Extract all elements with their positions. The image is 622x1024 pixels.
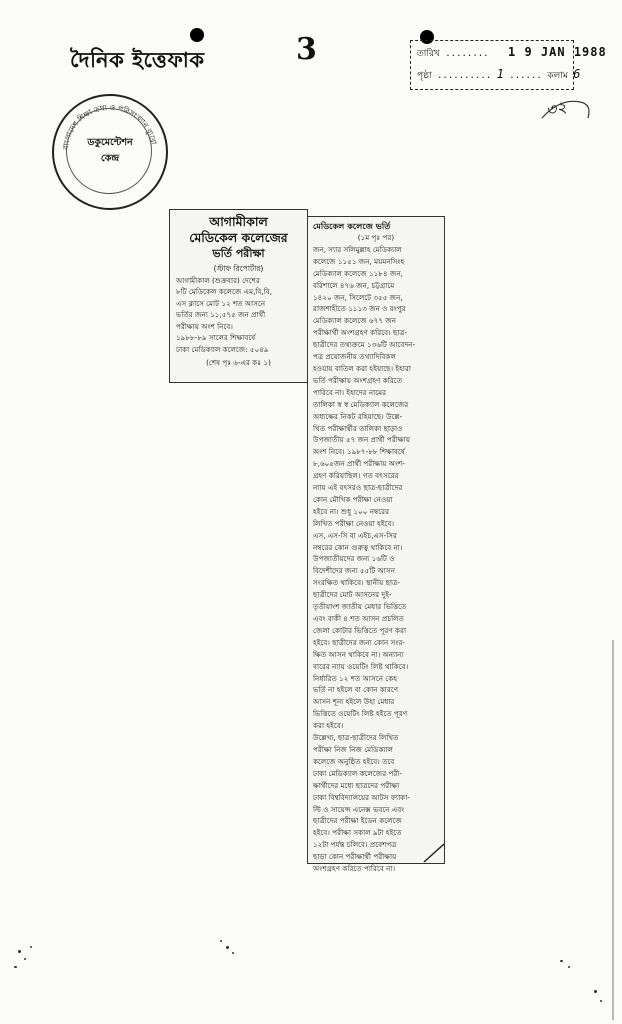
body-line: হওয়ায় বাতিল করা হইয়াছে। ইহারা [313,363,411,373]
body-line: মেডিক্যাল কলেজে ৬৭৭ জন [313,316,396,326]
body-line: ঢাকা মেডিক্যাল কলেজে: ৫০৪৯ [176,344,269,354]
body-line: ৮,৬০৫জন প্রার্থী পরীক্ষায় অংশ- [313,459,405,469]
page-value: 1 [496,67,504,81]
body-line: অধ্যক্ষের নিকট রহিয়াছে। উল্লে- [313,411,403,421]
body-line: পরীক্ষার্থী অংশগ্রহণ করিবে। ছাত্র- [313,328,408,338]
body-line: ভিত্তিতে ওয়েটিং লিষ্ট হইতে পূরণ [313,709,408,719]
body-line: আগামীকাল (শুক্রবার) দেশের [176,275,260,285]
body-line: আসন শূন্য হইলে উহা মেধার [313,697,395,707]
headline-line1: আগামীকাল [209,214,268,229]
date-label: তারিখ [417,49,440,59]
side-annotation: ৩২ [544,97,569,120]
punch-hole-left [190,28,204,42]
body-line: বারের ন্যায় ওয়েটিং লিষ্ট থাকিবে। [313,661,409,671]
body-line: ৮টি মেডিকেল কলেজে এম,বি,বি, [176,287,273,296]
column-value: 6 [573,67,581,81]
body-line: হইবে। ছাত্রীদের জন্য কোন সংর- [313,637,406,647]
body-line: জন, স্যার সলিমুল্লাহ মেডিক্যাল [313,244,402,254]
svg-text:বাংলাদেশ শিক্ষা তথ্য ও পরিসংখ্: বাংলাদেশ শিক্ষা তথ্য ও পরিসংখ্যান ব্যুরো [60,102,159,151]
body-line: তৃতীয়াংশ জাতীয় মেধার ভিত্তিতে [313,602,407,612]
body-line: ছাত্রীদের মোট আসনের দুই- [313,590,392,600]
continuation-body-1 [313,244,439,732]
body-line: গ্রহণ করিয়াছিল। গত বৎসরের [313,471,399,481]
body-line: তালিকা স্ব স্ব মেডিক্যাল কলেজের [313,399,409,409]
page-label: পৃষ্ঠা [417,71,432,81]
body-line: ক্ষার্থীদের মধ্যে ছাত্রদের পরীক্ষা [313,780,400,790]
body-line: লিখিত পরীক্ষা নেওয়া হইবে। [313,518,395,528]
body-line: জেলা কোটার ভিত্তিতে পূরণ করা [313,625,407,635]
body-line: ঢাকা বিশ্ববিদ্যালয়ের আটস ফ্যাকা- [313,792,410,802]
seal-center-line1: ডকুমেন্টেশন [87,137,133,148]
body-line: করা হইবে। [313,721,344,731]
byline: (স্টাফ রিপোর্টার) [213,264,264,273]
body-line: ছাত্রীদের তথ্যক্রমে ১৩৬টি আবেদন- [313,340,416,350]
body-line: ভর্তি না হইলে বা কোন কারণে [313,685,399,695]
body-line: ন্যায় এই বৎসরও ছাত্র-ছাত্রীদের [313,483,403,493]
clipping-continuation [307,216,445,874]
body-line: উপজাতীয়দের জন্য ১৬টি ও [313,554,395,564]
body-line: অংশগ্রহণ করিতে পারিবে না। [313,864,396,874]
body-line: ১২টা পর্যন্ত চলিবে। প্রবেশপত্র [313,840,397,850]
documentation-seal [52,94,168,210]
body-line: নির্ধারিত ১২ শত আসনে কেহ [313,673,398,683]
body-line: এস, এস-সি বা এইচ,এস-সির [313,530,397,540]
clipping-main [169,209,308,383]
continuation-sub: (১ম পৃঃ পর) [357,233,395,242]
headline-line3: ভর্তি পরীক্ষা [212,247,265,260]
body-line: সংরক্ষিত থাকিবে। স্থানীয় ছাত্র- [313,578,400,588]
body-line: ভর্তির জন্য ১১,৫৭৫ জন প্রার্থী [176,310,266,319]
date-stamp: তারিখ ........ 1 9 JAN 1988 পৃষ্ঠা .......... 1 ...... কলাম 6 [410,40,574,90]
body-line: নম্বরের কোন গুরুত্ব থাকিবে না। [313,542,403,552]
continuation-note: (শেষ পৃঃ ৬-এর কঃ ১) [206,358,271,367]
body-line: ছাড়া কোন পরীক্ষার্থী পরীক্ষায় [313,852,397,862]
body-line: ভর্তি পরীক্ষায় অংশগ্রহণ করিতে [313,375,403,385]
body-line: বরিশালে ৪৭৬ জন, চট্টগ্রামে [313,280,395,290]
body-line: কলেজে ১১৫১ জন, ময়মনসিংহ [313,256,405,266]
body-line: ল্টি ও সায়েন্স এনেক্স ভবনে এবং [313,804,405,814]
continuation-headline: মেডিকেল কলেজে ভর্তি [313,221,391,231]
body-line: মেডিক্যাল কলেজে ১১৮৪ জন, [313,268,403,278]
body-line: অংশ নিবে। ১৯৮৭-৮৮ শিক্ষাবর্ষে [313,447,405,457]
headline-line2: মেডিকেল কলেজের [189,230,288,245]
body-line: কোন মৌখিক পরীক্ষা নেওয়া [313,494,393,504]
body-line: এস ক্লাসে মোট ১২ শত আসনে [176,298,266,308]
body-line: পারিবে না। ইহাদের নামের [313,387,387,397]
body-line: রাজশাহীতে ১১১৩ জন ও রংপুর [313,304,406,314]
body-line: পত্র প্রয়োজনীয় তথ্যাদিবিকল [313,352,396,362]
column-label: কলাম [547,71,568,81]
body-line: ছাত্রীদের পরীক্ষা ইডেন কলেজে [313,816,402,826]
body-line: উপজাতীয় ৫৭ জন প্রার্থী পরীক্ষায় [313,435,411,445]
body-line: পরীক্ষায় অংশ নিবে। [176,321,233,331]
body-line: ১৪২০ জন, সিলেটে ৩৫৫ জন, [313,292,403,302]
body-line: ঢাকা মেডিক্যাল কলেজের পরী- [313,768,402,778]
body-line: পরীক্ষা নিজ নিজ মেডিক্যাল [313,744,394,754]
newspaper-name: দৈনিক ইত্তেফাক [70,48,205,72]
body-line: এবং বাকী ৪ শত আসন প্রচলিত [313,614,404,623]
body-line: উল্লেখ্য, ছাত্র-ছাত্রীদের লিখিত [313,733,399,743]
date-value: 1 9 JAN 1988 [508,45,607,59]
body-line: বিদেশীদের জন্য ৫৫টি আসন [313,566,396,576]
page-number: 3 [296,32,317,67]
body-line: ক্ষিত আসন থাকিবে না। অন্যান্য [313,649,404,659]
annotation-scribble [540,88,596,128]
seal-center-line2: কেন্দ্র [100,153,120,164]
body-line: কলেজে অনুষ্ঠিত হইবে। তবে [313,756,395,766]
body-line: হইবে না। শুধু ১০০ নম্বরের [313,506,390,516]
body-line: হইবে। পরীক্ষা সকাল ৯টা হইতে [313,828,402,838]
corner-mark [420,842,446,864]
body-line: খিত পরীক্ষার্থীর তালিকা ছাড়াও [313,423,403,433]
body-line: ১৯৮৮-৮৯ সালের শিক্ষাবর্ষে [176,333,256,342]
